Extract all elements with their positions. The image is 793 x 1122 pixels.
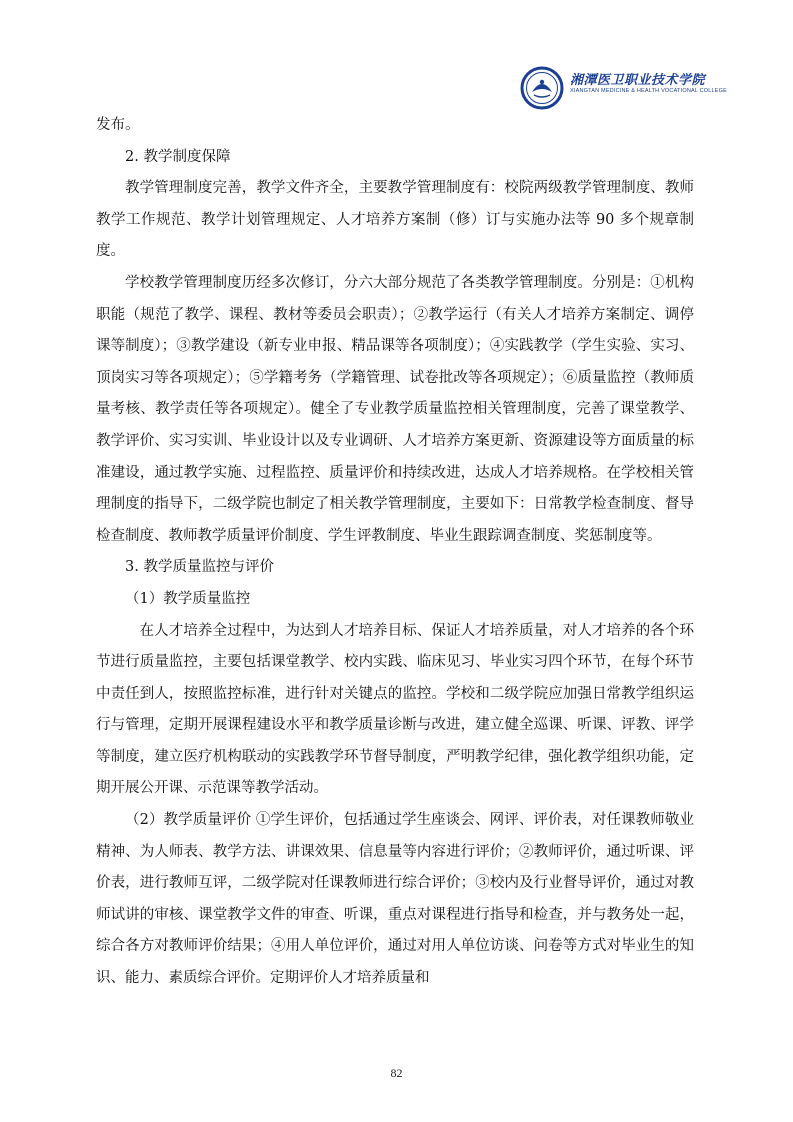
paragraph-quality-monitoring: 在人才培养全过程中，为达到人才培养目标、保证人才培养质量，对人才培养的各个环节进行质量监控，主要包括课堂教学、校内实践、临床见习、毕业实习四个环节，在每个环节中责任到人，按照监控标准，进行针对关键点的监控。学校和二级学院应加强日常教学组织运行与管理，定期开展课程建设水平和教学质量诊断与改进，建立健全巡课、听课、评教、评学等制度，建立医疗机构联动的实践教学环节督导制度，严明教学纪律，强化教学组织功能，定期开展公开课、示范课等教学活动。 — [96, 622, 694, 797]
paragraph-quality-evaluation: （2）教学质量评价 ①学生评价，包括通过学生座谈会、网评、评价表，对任课教师敬业精神、为人师表、教学方法、讲课效果、信息量等内容进行评价；②教师评价，通过听课、评价表，进行教师互评，二级学院对任课教师进行综合评价；③校内及行业督导评价，通过对教师试讲的审核、课堂教学文件的审查、听课，重点对课程进行指导和检查，并与教务处一起，综合各方对教师评价结果；④用人单位评价，通过对用人单位访谈、问卷等方式对毕业生的知识、能力、素质综合评价。定期评价人才培养质量和 — [96, 812, 694, 987]
logo-chinese-text: 湘潭医卫职业技术学院 — [570, 73, 706, 88]
paragraph-management-revisions: 学校教学管理制度历经多次修订，分六大部分规范了各类教学管理制度。分别是：①机构职能（规范了教学、课程、教材等委员会职责）；②教学运行（有关人才培养方案制定、调停课等制度）；③教学建设（新专业申报、精品课等各项制度）；④实践教学（学生实验、实习、顶岗实习等各项规定）；⑤学籍考务（学籍管理、试卷批改等各项规定）；⑥质量监控（教师质量考核、教学责任等各项规定）。健全了专业教学质量监控相关管理制度，完善了课堂教学、教学评价、实习实训、毕业设计以及专业调研、人才培养方案更新、资源建设等方面质量的标准建设，通过教学实施、过程监控、质量评价和持续改进，达成人才培养规格。在学校相关管理制度的指导下，二级学院也制定了相关教学管理制度，主要如下：日常教学检查制度、督导检查制度、教师教学质量评价制度、学生评教制度、毕业生跟踪调查制度、奖惩制度等。 — [96, 274, 694, 544]
college-logo — [520, 66, 728, 114]
paragraph-continued: 发布。 — [96, 117, 140, 133]
logo-english-text: XIANGTAN MEDICINE & HEALTH VOCATIONAL COLLEGE — [570, 88, 728, 94]
section-heading-3: 3. 教学质量监控与评价 — [125, 559, 274, 576]
section-heading-2: 2. 教学制度保障 — [125, 148, 231, 165]
college-emblem-icon — [520, 66, 564, 110]
subsection-heading-1: （1）教学质量监控 — [125, 590, 251, 607]
page-number: 82 — [390, 1066, 403, 1080]
document-body — [96, 110, 694, 995]
paragraph-teaching-system: 教学管理制度完善，教学文件齐全，主要教学管理制度有：校院两级教学管理制度、教师教学工作规范、教学计划管理规定、人才培养方案制（修）订与实施办法等 90 多个规章制度。 — [96, 180, 694, 260]
